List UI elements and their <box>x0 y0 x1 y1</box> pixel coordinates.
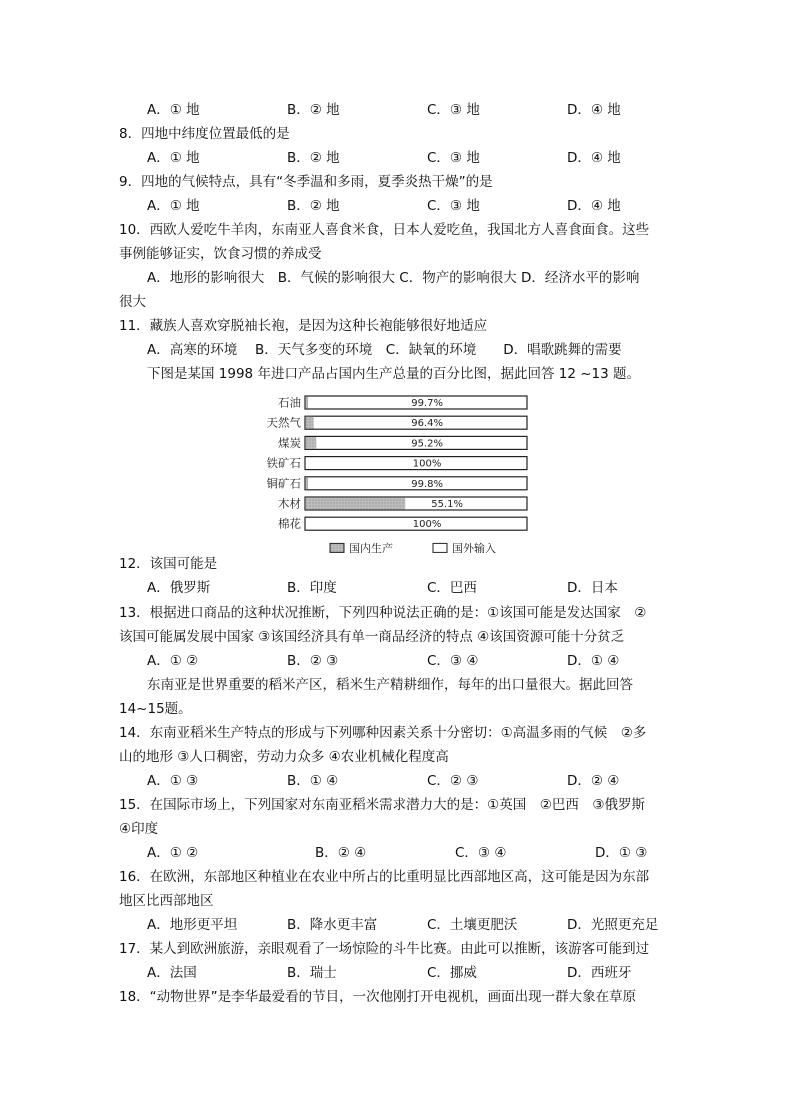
legend-swatch-domestic <box>330 543 344 552</box>
q13-option-b: B．② ③ <box>287 653 339 669</box>
q17-option-d: D．西班牙 <box>567 965 632 981</box>
q15-option-d: D．① ③ <box>595 845 648 861</box>
q12-option-a: A．俄罗斯 <box>147 580 211 596</box>
domestic-bar <box>306 437 317 449</box>
q14-option-b: B．① ④ <box>287 773 339 789</box>
domestic-bar <box>306 498 406 510</box>
q12-option-b: B．印度 <box>287 580 337 596</box>
q8-option-b: B．② 地 <box>287 150 340 166</box>
q16-text-2: 地区比西部地区 <box>119 893 214 909</box>
q9-text: 9．四地的气候特点，具有“冬季温和多雨，夏季炎热干燥”的是 <box>119 174 493 190</box>
category-label: 棉花 <box>278 516 301 531</box>
q15-text-1: 15．在国际市场上，下列国家对东南亚稻米需求潜力大的是：①英国 ②巴西 ③俄罗斯 <box>119 797 645 813</box>
q15-option-b: B．② ④ <box>315 845 367 861</box>
q8-text: 8．四地中纬度位置最低的是 <box>119 126 290 142</box>
category-label: 石油 <box>278 395 301 410</box>
data-label: 96.4% <box>411 418 443 430</box>
q9-option-b: B．② 地 <box>287 198 340 214</box>
q9-option-d: D．④ 地 <box>567 198 621 214</box>
q12-text: 12．该国可能是 <box>119 556 218 572</box>
q10-text-3: 很大 <box>119 294 146 310</box>
q16-option-b: B．降水更丰富 <box>287 917 378 933</box>
q12-option-d: D．日本 <box>567 580 618 596</box>
intro-14-15-line-1: 东南亚是世界重要的稻米产区，稻米生产精耕细作，每年的出口量很大。据此回答 <box>147 677 633 693</box>
q10-text-1: 10．西欧人爱吃牛羊肉，东南亚人喜食米食，日本人爱吃鱼，我国北方人喜食面食。这些 <box>119 222 650 238</box>
q8-option-c: C．③ 地 <box>427 150 480 166</box>
q7-option-a: A．① 地 <box>147 102 200 118</box>
q7-option-c: C．③ 地 <box>427 102 480 118</box>
q14-option-d: D．② ④ <box>567 773 620 789</box>
legend-swatch-import <box>433 543 447 552</box>
q9-option-a: A．① 地 <box>147 198 200 214</box>
category-label: 煤炭 <box>278 435 301 450</box>
q16-option-c: C．土壤更肥沃 <box>427 917 518 933</box>
legend-label-domestic: 国内生产 <box>349 541 393 553</box>
q8-option-d: D．④ 地 <box>567 150 621 166</box>
import-percentage-chart <box>255 388 545 553</box>
q13-text-2: 该国可能属发展中国家 ③该国经济具有单一商品经济的特点 ④该国资源可能十分贫乏 <box>119 629 625 645</box>
q15-option-c: C．③ ④ <box>455 845 507 861</box>
q14-text-1: 14．东南亚稻米生产特点的形成与下列哪种因素关系十分密切：①高温多雨的气候 ②多 <box>119 725 647 741</box>
q11-options: A．高寒的环境 B．天气多变的环境 C．缺氧的环境 D．唱歌跳舞的需要 <box>147 342 622 358</box>
data-label: 95.2% <box>411 438 443 450</box>
data-label: 100% <box>412 458 442 470</box>
q16-option-a: A．地形更平坦 <box>147 917 238 933</box>
q13-option-c: C．③ ④ <box>427 653 479 669</box>
q12-option-c: C．巴西 <box>427 580 477 596</box>
q16-option-d: D．光照更充足 <box>567 917 659 933</box>
category-label: 铜矿石 <box>266 476 301 491</box>
category-label: 天然气 <box>266 415 301 430</box>
intro-14-15-line-2: 14~15题。 <box>119 701 192 717</box>
q7-option-b: B．② 地 <box>287 102 340 118</box>
q17-option-a: A．法国 <box>147 965 197 981</box>
q10-text-2: 事例能够证实，饮食习惯的养成受 <box>119 246 322 262</box>
chart-intro: 下图是某国 1998 年进口产品占国内生产总量的百分比图，据此回答 12 ~13 题。 <box>147 366 640 382</box>
q8-option-a: A．① 地 <box>147 150 200 166</box>
q13-text-1: 13．根据进口商品的这种状况推断，下列四种说法正确的是：①该国可能是发达国家 ② <box>119 605 647 621</box>
data-label: 100% <box>412 519 442 531</box>
q13-option-a: A．① ② <box>147 653 199 669</box>
data-label: 55.1% <box>431 499 463 510</box>
q16-text-1: 16．在欧洲，东部地区种植业在农业中所占的比重明显比西部地区高，这可能是因为东部 <box>119 869 650 885</box>
domestic-bar <box>306 417 314 429</box>
q13-option-d: D．① ④ <box>567 653 620 669</box>
data-label: 99.7% <box>411 398 443 409</box>
q9-option-c: C．③ 地 <box>427 198 480 214</box>
q15-option-a: A．① ② <box>147 845 199 861</box>
q10-options: A．地形的影响很大 B．气候的影响很大 C．物产的影响很大 D．经济水平的影响 <box>147 270 640 286</box>
domestic-bar <box>306 397 309 409</box>
q11-text: 11．藏族人喜欢穿脱袖长袍，是因为这种长袍能够很好地适应 <box>119 318 488 334</box>
category-label: 铁矿石 <box>266 456 301 471</box>
category-label: 木材 <box>278 496 301 511</box>
domestic-bar <box>306 477 309 489</box>
q15-text-2: ④印度 <box>119 821 159 837</box>
legend-label-import: 国外输入 <box>452 541 496 553</box>
q17-option-b: B．瑞士 <box>287 965 337 981</box>
q14-text-2: 山的地形 ③人口稠密，劳动力众多 ④农业机械化程度高 <box>119 749 449 765</box>
q17-text: 17．某人到欧洲旅游，亲眼观看了一场惊险的斗牛比赛。由此可以推断，该游客可能到过 <box>119 941 650 957</box>
q7-option-d: D．④ 地 <box>567 102 621 118</box>
q18-text: 18．“动物世界”是李华最爱看的节目，一次他刚打开电视机，画面出现一群大象在草原 <box>119 989 637 1005</box>
data-label: 99.8% <box>411 478 443 490</box>
q14-option-c: C．② ③ <box>427 773 479 789</box>
q14-option-a: A．① ③ <box>147 773 199 789</box>
q17-option-c: C．挪威 <box>427 965 477 981</box>
